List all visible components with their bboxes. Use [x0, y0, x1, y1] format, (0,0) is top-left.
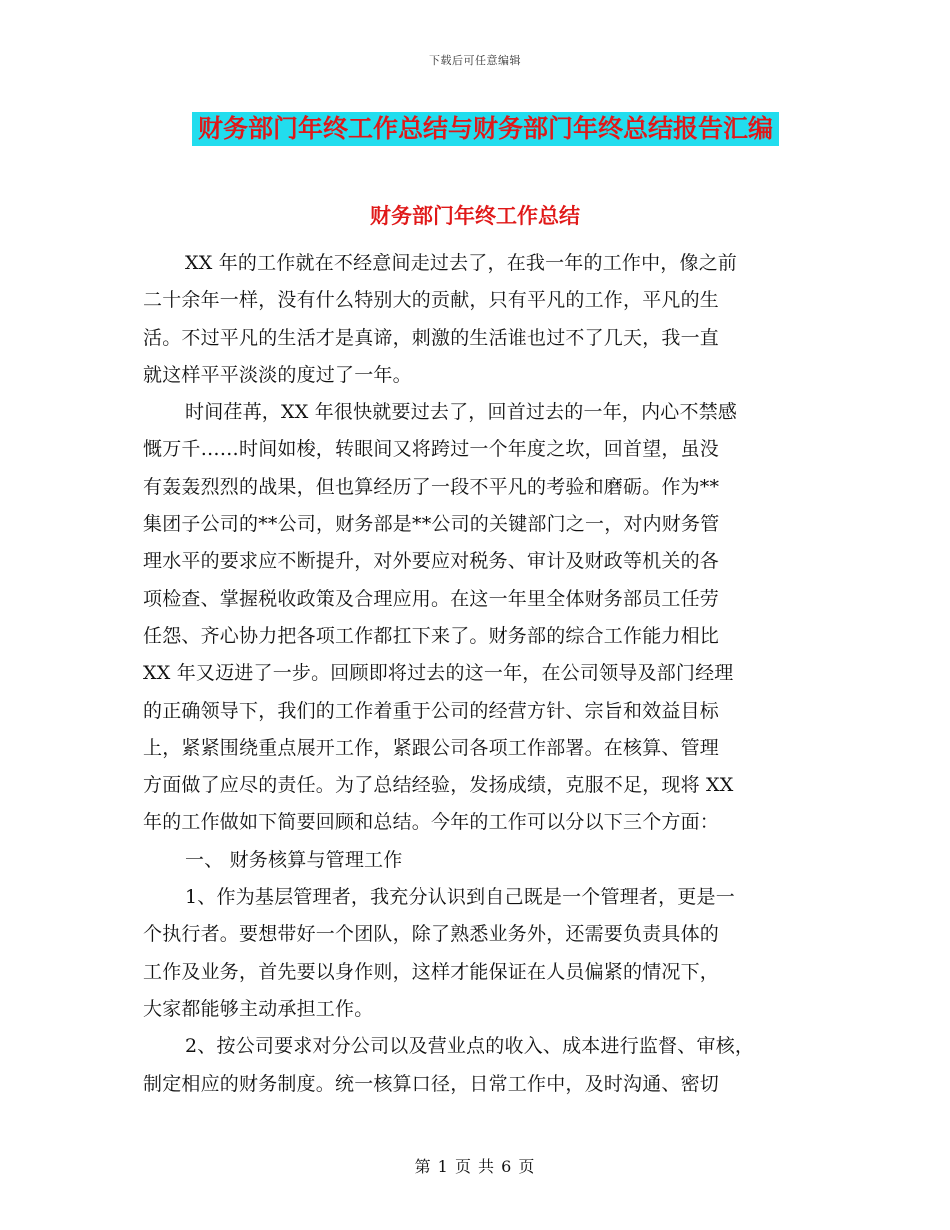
paragraph-line: 理水平的要求应不断提升，对外要应对税务、审计及财政等机关的各	[143, 550, 720, 573]
header-note: 下载后可任意编辑	[429, 54, 521, 67]
paragraph-line: 方面做了应尽的责任。为了总结经验，发扬成绩，克服不足，现将 XX	[143, 774, 734, 797]
paragraph-line: 活。不过平凡的生活才是真谛，刺激的生活谁也过不了几天，我一直	[143, 326, 720, 349]
paragraph-line: 二十余年一样，没有什么特别大的贡献，只有平凡的工作，平凡的生	[143, 289, 720, 312]
paragraph-line: 制定相应的财务制度。统一核算口径，日常工作中，及时沟通、密切	[143, 1072, 720, 1095]
paragraph-line: 1、作为基层管理者，我充分认识到自己既是一个管理者，更是一	[185, 886, 735, 909]
paragraph-line: 2、按公司要求对分公司以及营业点的收入、成本进行监督、审核，	[185, 1035, 755, 1058]
page-footer: 第 1 页 共 6 页	[414, 1157, 536, 1176]
section-title: 财务部门年终工作总结	[370, 204, 580, 228]
paragraph-line: 上，紧紧围绕重点展开工作，紧跟公司各项工作部署。在核算、管理	[143, 736, 720, 759]
paragraph-line: 任怨、齐心协力把各项工作都扛下来了。财务部的综合工作能力相比	[143, 624, 720, 647]
paragraph-line: 就这样平平淡淡的度过了一年。	[143, 363, 412, 386]
paragraph-line: 集团子公司的**公司，财务部是**公司的关键部门之一，对内财务管	[143, 513, 720, 536]
document-main-title: 财务部门年终工作总结与财务部门年终总结报告汇编	[192, 112, 779, 146]
paragraph-line: XX 年又迈进了一步。回顾即将过去的这一年，在公司领导及部门经理	[143, 662, 734, 685]
paragraph-line: 大家都能够主动承担工作。	[143, 997, 374, 1020]
paragraph-line: 时间荏苒，XX 年很快就要过去了，回首过去的一年，内心不禁感	[185, 401, 738, 424]
paragraph-line: 有轰轰烈烈的战果，但也算经历了一段不平凡的考验和磨砺。作为**	[143, 475, 720, 498]
paragraph-line: 项检查、掌握税收政策及合理应用。在这一年里全体财务部员工任劳	[143, 587, 720, 610]
paragraph-line: 慨万千……时间如梭，转眼间又将跨过一个年度之坎，回首望，虽没	[143, 438, 720, 461]
paragraph-line: 个执行者。要想带好一个团队，除了熟悉业务外，还需要负责具体的	[143, 923, 720, 946]
paragraph-line: XX 年的工作就在不经意间走过去了，在我一年的工作中，像之前	[185, 252, 738, 274]
paragraph-line: 工作及业务，首先要以身作则，这样才能保证在人员偏紧的情况下，	[143, 960, 720, 983]
paragraph-line: 的正确领导下，我们的工作着重于公司的经营方针、宗旨和效益目标	[143, 699, 720, 722]
subheading-line: 一、 财务核算与管理工作	[185, 848, 403, 871]
paragraph-line: 年的工作做如下简要回顾和总结。今年的工作可以分以下三个方面：	[143, 811, 720, 834]
document-body	[143, 245, 808, 1103]
